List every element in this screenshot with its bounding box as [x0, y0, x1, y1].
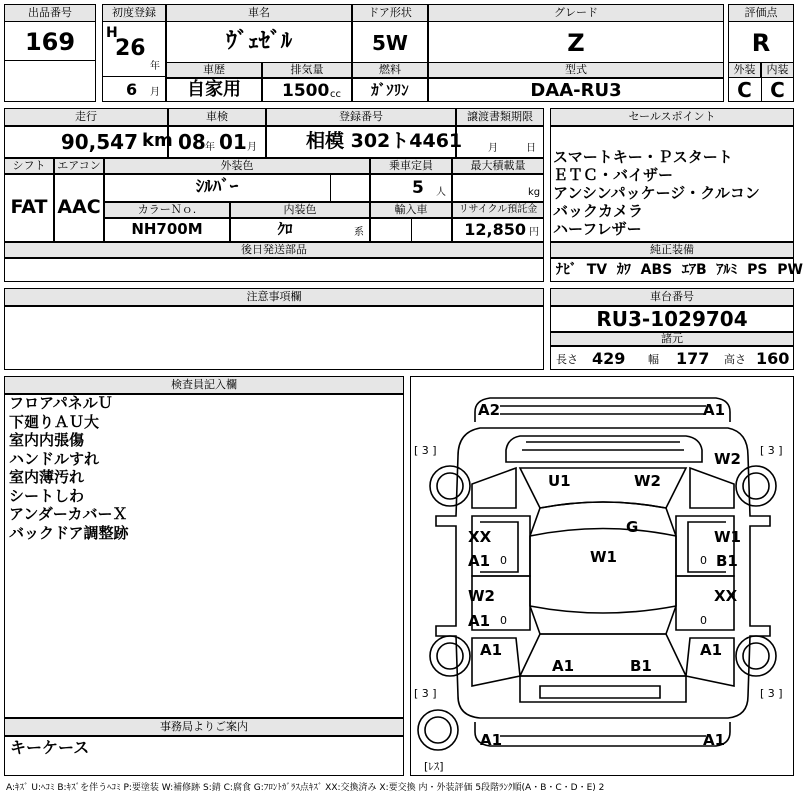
equipment-item: ｴｱB [681, 262, 707, 278]
interior-label: 内装 [761, 62, 794, 78]
office-text: キーケース [10, 738, 90, 757]
plate-label: 登録番号 [266, 108, 456, 126]
bracket-right-top: [ 3 ] [760, 444, 783, 457]
load-unit: kg [528, 187, 541, 198]
seating-label: 乗車定員 [370, 158, 452, 174]
mileage-unit: km [142, 130, 173, 151]
mark-right-rear-door: XX [714, 587, 738, 605]
sales-points-list [553, 148, 760, 238]
transfer-day-unit: 日 [526, 143, 536, 154]
lot-divider [4, 60, 96, 61]
ac: AAC [57, 196, 101, 218]
interior-grade: C [770, 78, 785, 102]
equipment-item: ﾅﾋﾞ [556, 262, 577, 278]
spare-tire-label: [ﾚｽ] [424, 760, 444, 773]
mark-left-rear-door-2: A1 [468, 612, 491, 630]
equipment-item: TV [586, 262, 608, 278]
mark-hood-right: W2 [634, 472, 661, 490]
office-label: 事務局よりご案内 [4, 718, 404, 736]
inspector-note: ハンドルすれ [9, 449, 100, 468]
shift-label: シフト [4, 158, 54, 174]
sales-point: ＥＴＣ・バイザー [553, 166, 674, 184]
inspection-month: 01 [219, 130, 247, 154]
car-outline-svg [410, 376, 794, 776]
sales-point: ハーフレザー [553, 220, 642, 238]
front-left-wheel [430, 466, 470, 506]
displacement-unit: cc [330, 89, 341, 100]
fuel: ｶﾞｿﾘﾝ [371, 81, 409, 99]
mark-left-rear-door-1: W2 [468, 587, 495, 605]
color: ｼﾙﾊﾞｰ [195, 177, 239, 197]
height: 160 [756, 349, 790, 368]
door-label: ドア形状 [352, 4, 428, 22]
width-label: 幅 [648, 353, 659, 366]
bracket-left-top: [ 3 ] [414, 444, 437, 457]
score: R [751, 29, 771, 57]
equipment-item: PS [747, 262, 768, 278]
seating-unit: 人 [436, 187, 446, 198]
registration-year: 26 [115, 36, 146, 61]
model: DAA-RU3 [530, 80, 622, 101]
sales-point: アンシンパッケージ・クルコン [553, 184, 760, 202]
dims-label: 諸元 [550, 332, 794, 346]
recycle-unit: 円 [529, 227, 539, 238]
inspection-label: 車検 [168, 108, 266, 126]
equipment-item: ｱﾙﾐ [716, 262, 738, 278]
spare-wheel [418, 710, 458, 750]
intcolor-unit: 系 [354, 227, 364, 238]
length-label: 長さ [556, 353, 578, 366]
equipment-label: 純正装備 [550, 242, 794, 258]
mark-zero: 0 [500, 614, 507, 627]
fuel-label: 燃料 [352, 62, 428, 78]
exterior-grade: C [737, 78, 752, 102]
plate: 相模 302ト4461 [306, 130, 463, 152]
rear-right-wheel [736, 636, 776, 676]
inspector-note: 室内薄汚れ [9, 468, 85, 486]
registration-month: 6 [126, 80, 138, 99]
rear-left-wheel [430, 636, 470, 676]
load-label: 最大積載量 [452, 158, 544, 174]
color-label: 外装色 [104, 158, 370, 174]
mark-back-door: A1 [552, 657, 575, 675]
chassis-label: 車台番号 [550, 288, 794, 306]
mark-front-left-corner: A2 [478, 401, 501, 419]
mark-right-front-door-2: B1 [716, 552, 738, 570]
mark-zero: 0 [700, 554, 707, 567]
ac-label: エアコン [54, 158, 104, 174]
inspection-year-unit: 年 [205, 142, 215, 153]
sales-point: バックカメラ [553, 202, 644, 220]
sales-point: スマートキー・Ｐスタート [553, 148, 733, 166]
grade: Z [567, 29, 585, 57]
sales-points-label: セールスポイント [550, 108, 794, 126]
inspector-note: バックドア調整跡 [9, 523, 129, 542]
body-outline [436, 428, 770, 718]
inspector-note: 下廻りＡＵ大 [9, 412, 100, 431]
fr-divider [102, 76, 166, 77]
colorno: NH700M [131, 220, 203, 238]
mileage: 90,547 [60, 130, 138, 154]
model-label: 型式 [428, 62, 724, 78]
mark-front-right-corner: A1 [703, 401, 726, 419]
mark-roof-mid: W1 [590, 548, 617, 566]
colorno-label: カラーＮｏ. [104, 202, 230, 218]
inspector-label: 検査員記入欄 [4, 376, 404, 394]
displacement-label: 排気量 [262, 62, 352, 78]
grade-label: グレード [428, 4, 724, 22]
mark-left-front-door-1: XX [468, 528, 492, 546]
equipment-list [556, 263, 803, 277]
roof-outline [530, 502, 676, 634]
notes-box [4, 306, 544, 370]
score-label: 評価点 [728, 4, 794, 22]
car-name: ｳﾞｪｾﾞﾙ [225, 29, 292, 54]
history-label: 車歴 [166, 62, 262, 78]
damage-diagram [410, 376, 794, 776]
recycle: 12,850 [464, 220, 526, 239]
legend: A:ｷｽﾞ U:ﾍｺﾐ B:ｷｽﾞを伴うﾍｺﾐ P:要塗装 W:補修跡 S:錆 C:腐食 G:ﾌﾛﾝﾄｶﾞﾗｽ点ｷｽﾞ XX:交換済み X:要交換 内・外装評価 5段階ﾗﾝｸ順(A・B・C・D・E) 2 [6, 783, 605, 793]
mark-back-door-right: B1 [630, 657, 652, 675]
era: H [106, 25, 118, 41]
inspector-note: アンダーカバーＸ [9, 505, 128, 523]
rear-bumper-outline [475, 722, 730, 746]
bracket-right-bottom: [ 3 ] [760, 687, 783, 700]
inspection-year: 08 [178, 130, 206, 154]
later-parts-label: 後日発送部品 [4, 242, 544, 258]
inspector-note: フロアパネルＵ [9, 394, 113, 412]
mark-right-rear-fender: A1 [700, 641, 723, 659]
intcolor: ｸﾛ [277, 220, 293, 238]
equipment-item: ｶﾜ [616, 262, 631, 278]
mileage-label: 走行 [4, 108, 168, 126]
displacement: 1500 [282, 81, 330, 101]
mark-left-rear-fender: A1 [480, 641, 503, 659]
history: 自家用 [187, 79, 241, 100]
bracket-left-bottom: [ 3 ] [414, 687, 437, 700]
front-bumper-outline [475, 398, 730, 422]
equipment-item: ABS [640, 262, 673, 278]
mark-left-front-door-2: A1 [468, 552, 491, 570]
notes-label: 注意事項欄 [4, 288, 544, 306]
recycle-label: リサイクル預託金 [452, 202, 544, 218]
inspector-note: シートしわ [9, 486, 85, 505]
intcolor-label: 内装色 [230, 202, 370, 218]
color-divider [330, 174, 331, 202]
door-type: 5W [372, 31, 408, 55]
back-glass [520, 634, 686, 676]
exterior-label: 外装 [728, 62, 761, 78]
later-parts-box [4, 258, 544, 282]
inspection-month-unit: 月 [247, 142, 257, 153]
seating: 5 [412, 178, 424, 198]
equipment-item: PW [777, 262, 803, 278]
mark-rear-left-corner: A1 [480, 731, 503, 749]
transfer-label: 譲渡書類期限 [456, 108, 544, 126]
mark-hood-left: U1 [548, 472, 571, 490]
month-unit: 月 [150, 87, 160, 98]
mark-right-front-fender: W2 [714, 450, 741, 468]
inspector-notes [9, 394, 129, 542]
lot-label: 出品番号 [4, 4, 96, 22]
year-unit: 年 [150, 61, 160, 72]
inspector-note: 室内内張傷 [9, 431, 85, 449]
length: 429 [592, 349, 626, 368]
height-label: 高さ [724, 353, 746, 366]
width: 177 [676, 349, 710, 368]
import-divider [411, 218, 412, 242]
lot-number: 169 [24, 28, 76, 56]
chassis-number: RU3-1029704 [596, 307, 748, 331]
mark-zero: 0 [500, 554, 507, 567]
import-label: 輸入車 [370, 202, 452, 218]
transfer-month-unit: 月 [488, 143, 498, 154]
mark-zero: 0 [700, 614, 707, 627]
shift: FAT [10, 196, 48, 218]
car-name-label: 車名 [166, 4, 352, 22]
front-right-wheel [736, 466, 776, 506]
mark-roof: G [626, 518, 639, 536]
mark-rear-right-corner: A1 [703, 731, 726, 749]
first-registration-label: 初度登録 [102, 4, 166, 22]
mark-right-front-door-1: W1 [714, 528, 741, 546]
